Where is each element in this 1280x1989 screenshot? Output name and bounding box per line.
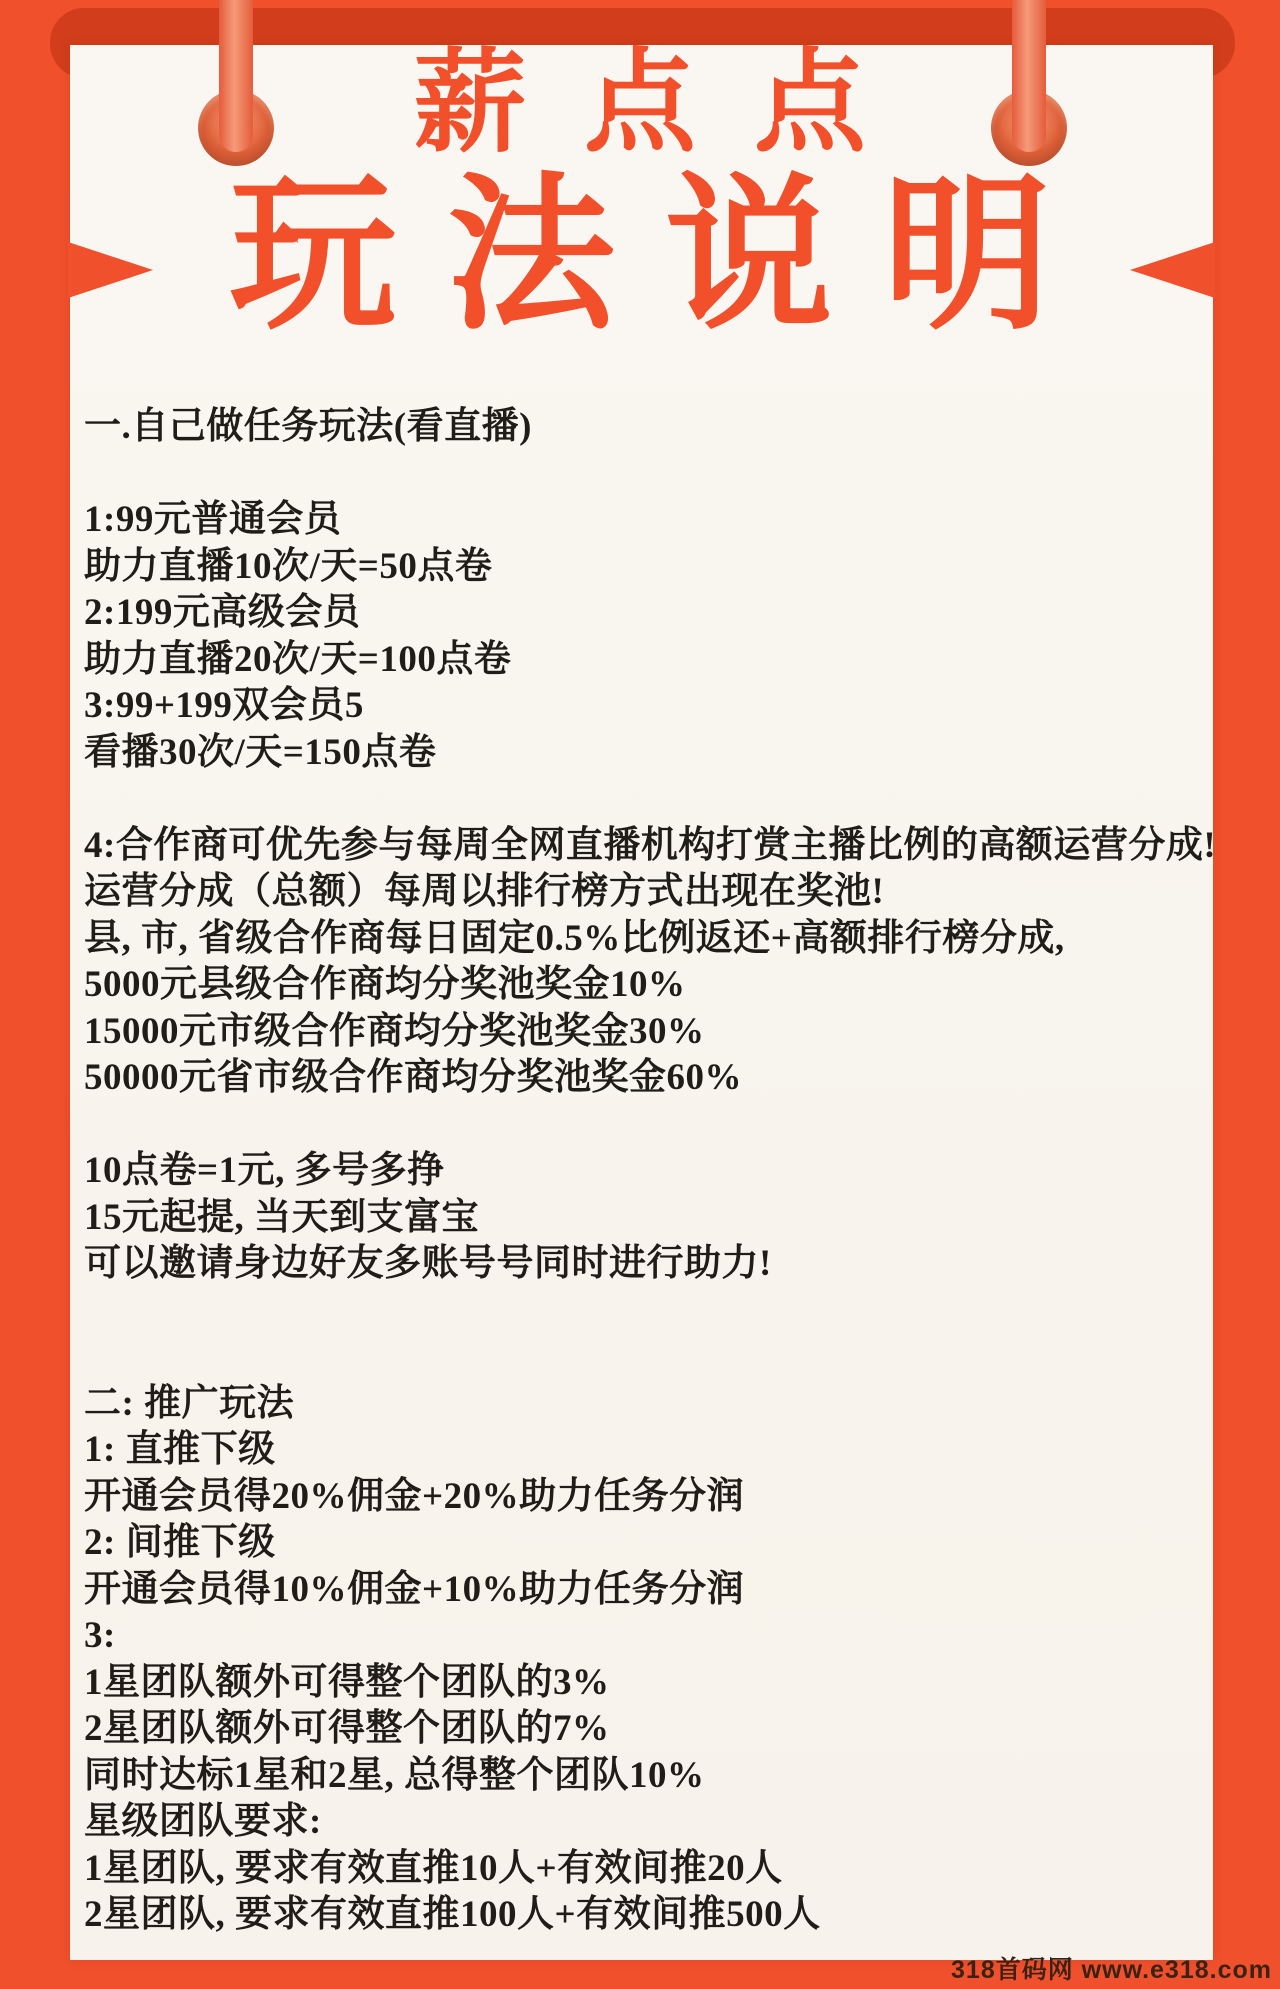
body-line: 2: 间推下级 <box>84 1522 276 1563</box>
body-line: 开通会员得10%佣金+10%助力任务分润 <box>84 1568 745 1610</box>
body-line: 助力直播10次/天=50点卷 <box>84 545 493 587</box>
body-line: 开通会员得20%佣金+20%助力任务分润 <box>84 1475 745 1517</box>
body-line: 1:99元普通会员 <box>84 499 342 540</box>
poster-title-brand: 薪点点 <box>414 40 924 165</box>
body-line: 县, 市, 省级合作商每日固定0.5%比例返还+高额排行榜分成, <box>84 917 1065 959</box>
watermark-text: 318首码网 www.e318.com <box>951 1956 1272 1984</box>
body-line: 2:199元高级会员 <box>84 592 361 633</box>
body-line: 助力直播20次/天=100点卷 <box>84 638 512 680</box>
body-line-spacer <box>84 1288 1214 1335</box>
body-line: 5000元县级合作商均分奖池奖金10% <box>84 964 686 1005</box>
body-line-spacer <box>84 451 1214 498</box>
body-line-spacer <box>84 1334 1214 1381</box>
body-line: 二: 推广玩法 <box>84 1382 295 1424</box>
body-line: 2星团队, 要求有效直推100人+有效间推500人 <box>84 1894 821 1935</box>
body-text <box>84 404 1217 1939</box>
body-line: 一.自己做任务玩法(看直播) <box>84 406 532 447</box>
poster-title-main: 玩法说明 <box>229 161 1101 349</box>
body-line: 2星团队额外可得整个团队的7% <box>84 1708 610 1749</box>
body-line: 1星团队, 要求有效直推10人+有效间推20人 <box>84 1847 783 1889</box>
body-line: 1: 直推下级 <box>84 1429 276 1470</box>
body-line: 运营分成（总额）每周以排行榜方式出现在奖池! <box>84 871 885 912</box>
title-block <box>0 40 1280 349</box>
body-line-spacer <box>84 1102 1214 1149</box>
body-line: 3:99+199双会员5 <box>84 685 364 726</box>
body-line: 可以邀请身边好友多账号号同时进行助力! <box>84 1243 772 1284</box>
body-line: 星级团队要求: <box>84 1801 322 1842</box>
body-line: 50000元省市级合作商均分奖池奖金60% <box>84 1057 742 1098</box>
body-line: 4:合作商可优先参与每周全网直播机构打赏主播比例的高额运营分成! <box>84 824 1217 866</box>
body-line-spacer <box>84 776 1214 823</box>
body-line: 15000元市级合作商均分奖池奖金30% <box>84 1010 705 1052</box>
body-line: 3: <box>84 1615 116 1656</box>
body-line: 同时达标1星和2星, 总得整个团队10% <box>84 1754 705 1796</box>
body-line: 15元起提, 当天到支富宝 <box>84 1196 479 1238</box>
body-line: 看播30次/天=150点卷 <box>84 731 437 773</box>
body-line: 10点卷=1元, 多号多挣 <box>84 1150 445 1191</box>
body-line: 1星团队额外可得整个团队的3% <box>84 1661 610 1703</box>
